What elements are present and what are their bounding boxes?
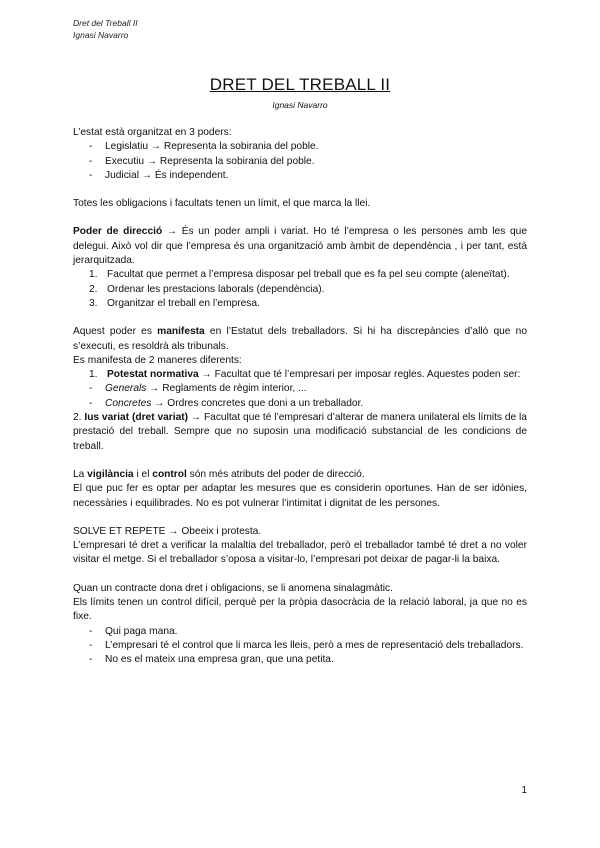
list-item: - Legislatiu → Representa la sobirania del poble. [89, 141, 319, 153]
intro-text: L’estat està organitzat en 3 poders: [73, 127, 232, 138]
manifest-ways: Es manifesta de 2 maneres diferents: [73, 354, 242, 366]
list-item: - Concretes → Ordres concretes que doni a un treballador. [89, 397, 364, 409]
solve-heading: SOLVE ET REPETE → Obeeix i protesta. [73, 525, 262, 537]
header-author: Ignasi Navarro [73, 30, 129, 40]
contract-list [73, 625, 527, 668]
page-header [73, 17, 138, 41]
list-item: - No es el mateix una empresa gran, que una petita. [89, 654, 334, 666]
list-item: 1. Potestat normativa → Facultat que té l’empresari per imposar regles. Aquestes poden ser: [89, 369, 521, 381]
vigilance-text: El que puc fer es optar per adaptar les mesures que es considerin oportunes. Han de ser idònies, necessàries i equilibrades. No es pot vulnerar l’intimitat i dignitat de les persones. [73, 483, 527, 509]
list-item: - Qui paga mana. [89, 625, 178, 637]
list-item: - Judicial → És independent. [89, 169, 229, 181]
header-title: Dret del Treball II [73, 18, 138, 28]
list-item: - Executiu → Representa la sobirania del poble. [89, 155, 315, 167]
page-number: 1 [521, 785, 527, 796]
contract-line2: Els límits tenen un control difícil, perquè per la pròpia dasocràcia de la relació laboral, ja que no es fixe. [73, 597, 527, 623]
limits-text: Totes les obligacions i facultats tenen un límit, el que marca la llei. [73, 198, 371, 210]
list-item: 2. Ordenar les prestacions laborals (dependència). [89, 283, 325, 295]
direction-list [73, 268, 527, 311]
list-item: - Generals → Reglaments de règim interior, ... [89, 383, 307, 395]
document-author: Ignasi Navarro [272, 100, 328, 110]
list-item: 3. Organitzar el treball en l’empresa. [89, 297, 260, 309]
powers-list [73, 140, 527, 183]
list-item: - L’empresari té el control que li marca les lleis, però a mes de representació dels treballadors. [89, 639, 524, 651]
contract-line1: Quan un contracte dona dret i obligacions, se li anomena sinalagmàtic. [73, 582, 393, 594]
ius-variat-paragraph: 2. Ius variat (dret variat) → Facultat que té l’empresari d’alterar de manera unilateral els límits de la prestació del treball. Sempre que no suposin una modificació substancial de les condicions de treball. [73, 412, 527, 452]
direction-paragraph: Poder de direcció → És un poder ampli i variat. Ho té l’empresa o les persones amb les que delegui. Això vol dir que l’empresa és una organització amb àmbit de dependència , i per tant, està jerarquitzada. [73, 226, 527, 267]
vigilance-paragraph: La vigilància i el control són més atributs del poder de direcció. [73, 468, 365, 480]
document-body [73, 126, 527, 668]
solve-text: L’empresari té dret a verificar la malaltia del treballador, però el treballador també té dret a no voler visitar el metge. Si el treballador s’oposa a visitar-lo, l’empresari pot deixar de pagar-li la baixa. [73, 540, 527, 566]
manifest-list [73, 368, 527, 382]
manifest-paragraph: Aquest poder es manifesta en l’Estatut dels treballadors. Si hi ha discrepàncies d’allò que no s’executi, es resoldrà als tribunals. [73, 326, 527, 352]
list-item: 1. Facultat que permet a l’empresa disposar pel treball que es fa pel seu compte (aleneïtat). [89, 269, 510, 281]
normativa-sublist [73, 382, 527, 411]
document-title: DRET DEL TREBALL II [209, 75, 391, 94]
